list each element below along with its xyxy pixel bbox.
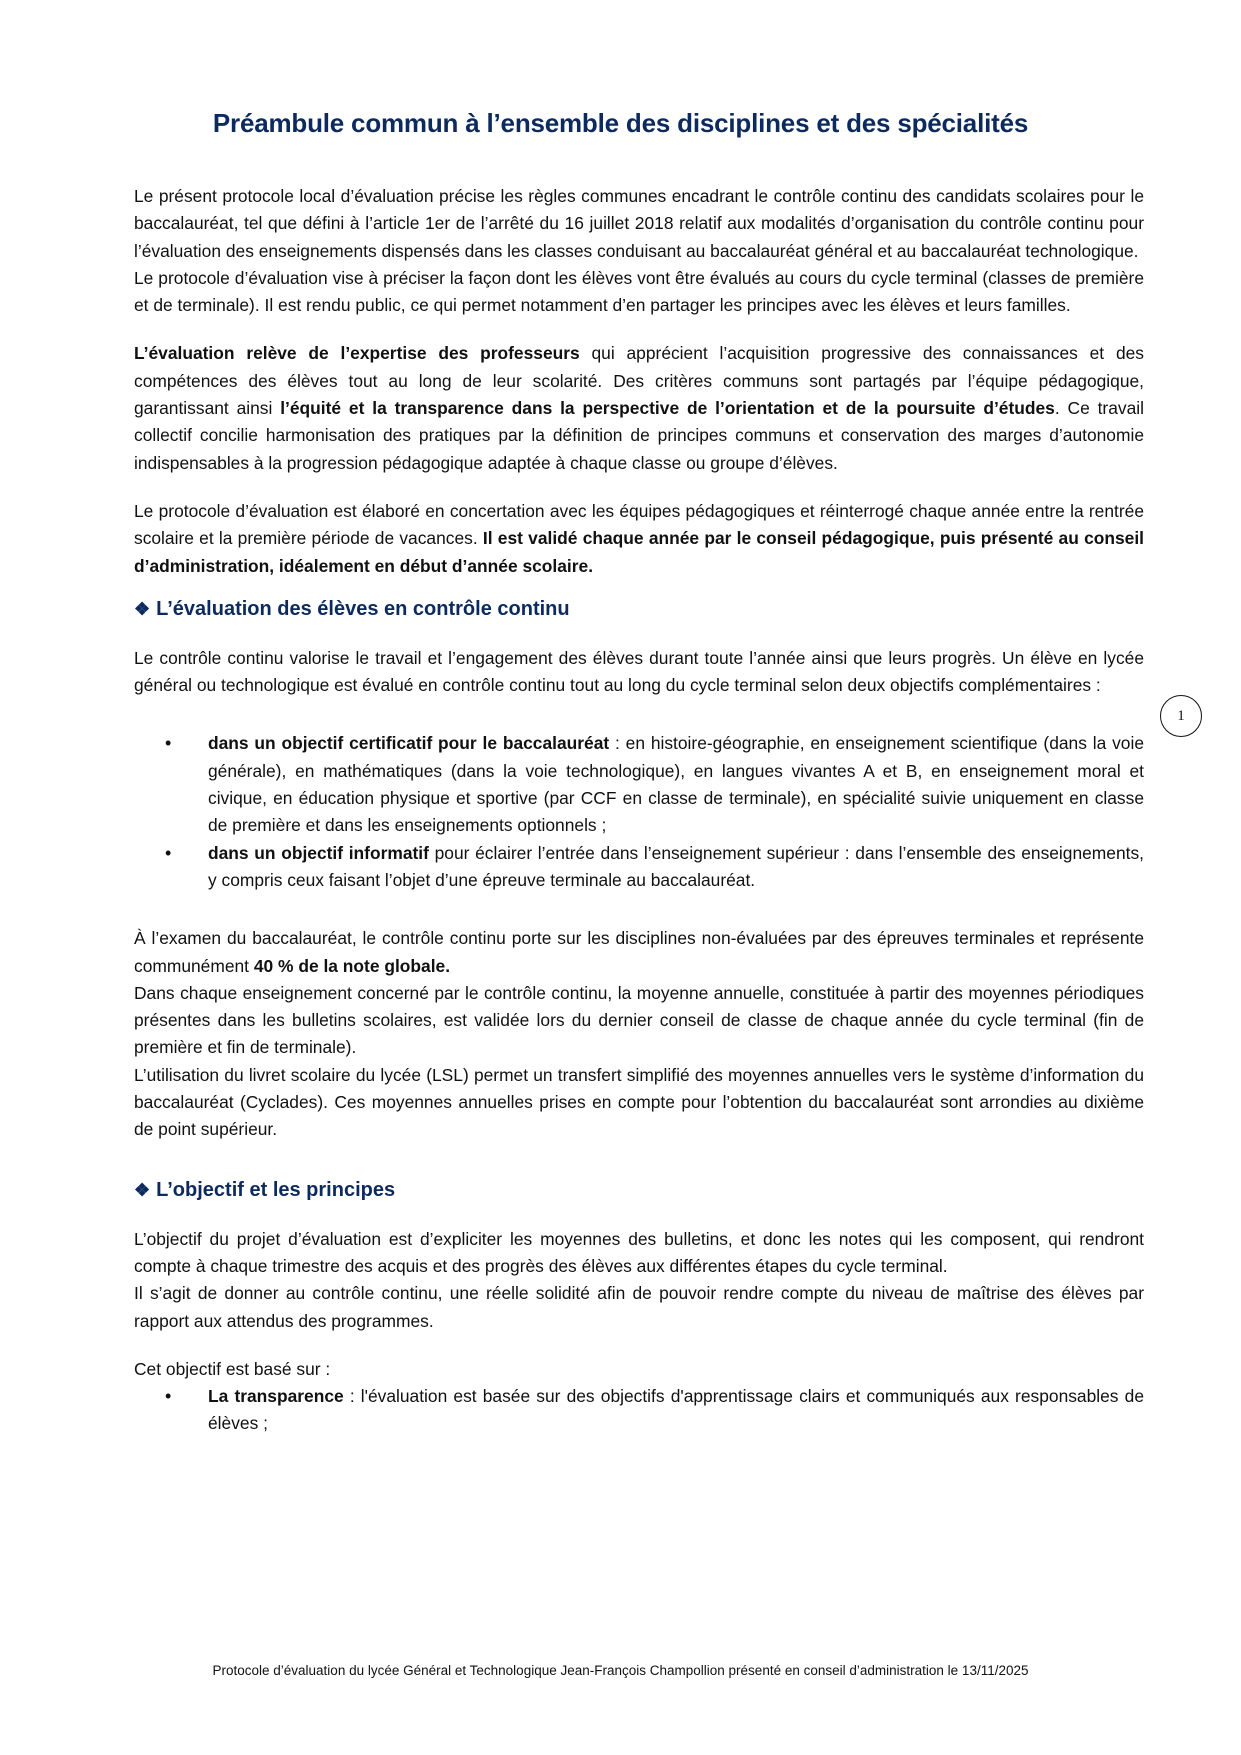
text: : en histoire-géographie, en enseignement scientifique (dans la voie générale), en mathématiques (dans la voie technologique), en langues vivantes A et B, en enseignement moral et civique, en éducation physique et sportive (par CCF en classe de terminale), en spécialité suivie uniquement en classe de première et dans les enseignements optionnels ; [208,733,1144,836]
diamond-bullet-icon: ❖ [134,1179,151,1200]
principles-list [134,1383,1144,1438]
section-heading-objectif [134,1175,1144,1205]
bold-text: Il est validé chaque année par le conseil pédagogique, puis présenté au conseil d’administration, idéalement en début d’année scolaire. [134,528,1144,576]
text: pour éclairer l’entrée dans l’enseignement supérieur : dans l’ensemble des enseignements, y compris ceux faisant l’objet d’une épreuve terminale au baccalauréat. [208,842,1144,890]
intro-paragraph-4 [134,498,1144,580]
text: Le protocole d’évaluation est élaboré en concertation avec les équipes pédagogiques et réinterrogé chaque année entre la rentrée scolaire et la première période de vacances. [134,500,1144,549]
list-item [165,1383,1144,1438]
section2-paragraph-2: Il s’agit de donner au contrôle continu, une réelle solidité afin de pouvoir rendre compte du niveau de maîtrise des élèves par rapport aux attendus des programmes. [134,1283,1144,1331]
bold-text: dans un objectif certificatif pour le baccalauréat [208,733,610,754]
diamond-bullet-icon: ❖ [134,598,151,619]
bullet-icon: • [165,1386,172,1407]
bold-text: La transparence [208,1386,344,1407]
section-heading-evaluation [134,594,1144,624]
page-footer: Protocole d’évaluation du lycée Général et Technologique Jean-François Champollion présenté en conseil d’administration le 13/11/2025 [212,1663,1029,1678]
intro-paragraph-1: Le présent protocole local d’évaluation précise les règles communes encadrant le contrôle continu des candidats scolaires pour le baccalauréat, tel que défini à l’article 1er de l’arrêté du 16 juillet 2018 relatif aux modalités d’organisation du contrôle continu pour l’évaluation des enseignements dispensés dans les classes conduisant au baccalauréat général et au baccalauréat technologique. [134,186,1144,261]
bold-text: 40 % de la note globale. [253,955,451,976]
section1-paragraph-4: L’utilisation du livret scolaire du lycée (LSL) permet un transfert simplifié des moyennes annuelles vers le système d’information du baccalauréat (Cyclades). Ces moyennes annuelles prises en compte pour l’obtention du baccalauréat sont arrondies au dixième de point supérieur. [134,1064,1144,1140]
objectives-list [134,730,1144,894]
text: qui apprécient l’acquisition progressive des connaissances et des compétences des élèves tout au long de leur scolarité. Des critères communs sont partagés par l’équipe pédagogique, garantissant ainsi [134,343,1144,419]
text: . Ce travail collectif concilie harmonisation des pratiques par la définition de principes communs et conservation des marges d’autonomie indispensables à la progression pédagogique adaptée à chaque classe ou groupe d’élèves. [134,398,1144,473]
section1-paragraph-2 [134,925,1144,980]
text: À l’examen du baccalauréat, le contrôle continu porte sur les disciplines non-évaluées par des épreuves terminales et représente communément [134,928,1144,976]
bullet-icon: • [165,842,172,863]
section1-paragraph-3: Dans chaque enseignement concerné par le contrôle continu, la moyenne annuelle, constituée à partir des moyennes périodiques présentes dans les bulletins scolaires, est validée lors du dernier conseil de classe de chaque année du cycle terminal (fin de première et fin de terminale). [134,982,1144,1058]
page-number-badge: 1 [1160,695,1202,737]
list-item [165,840,1144,895]
bullet-icon: • [165,733,172,754]
intro-paragraph-3 [134,340,1144,476]
list-item [165,730,1144,839]
section2-paragraph-1: L’objectif du projet d’évaluation est d’expliciter les moyennes des bulletins, et donc les notes qui les composent, qui rendront compte à chaque trimestre des acquis et des progrès des élèves aux différentes étapes du cycle terminal. [134,1228,1144,1276]
bold-text: dans un objectif informatif [208,842,429,863]
text: : l'évaluation est basée sur des objectifs d'apprentissage clairs et communiqués aux responsables de élèves ; [208,1386,1144,1434]
section2-paragraph-3: Cet objectif est basé sur : [134,1358,331,1379]
section-heading-text: L’objectif et les principes [156,1178,396,1201]
bold-text: l’équité et la transparence dans la perspective de l’orientation et de la poursuite d’études [280,398,1055,419]
page-title: Préambule commun à l’ensemble des disciplines et des spécialités [212,108,1029,138]
intro-paragraph-2: Le protocole d’évaluation vise à préciser la façon dont les élèves vont être évalués au cours du cycle terminal (classes de première et de terminale). Il est rendu public, ce qui permet notamment d’en partager les principes avec les élèves et leurs familles. [134,267,1144,316]
document-body [134,183,1144,1438]
section1-paragraph-1: Le contrôle continu valorise le travail et l’engagement des élèves durant toute l’année ainsi que leurs progrès. Un élève en lycée général ou technologique est évalué en contrôle continu tout au long du cycle terminal selon deux objectifs complémentaires : [134,647,1144,696]
section-heading-text: L’évaluation des élèves en contrôle continu [156,597,570,620]
bold-text: L’évaluation relève de l’expertise des professeurs [134,343,580,364]
